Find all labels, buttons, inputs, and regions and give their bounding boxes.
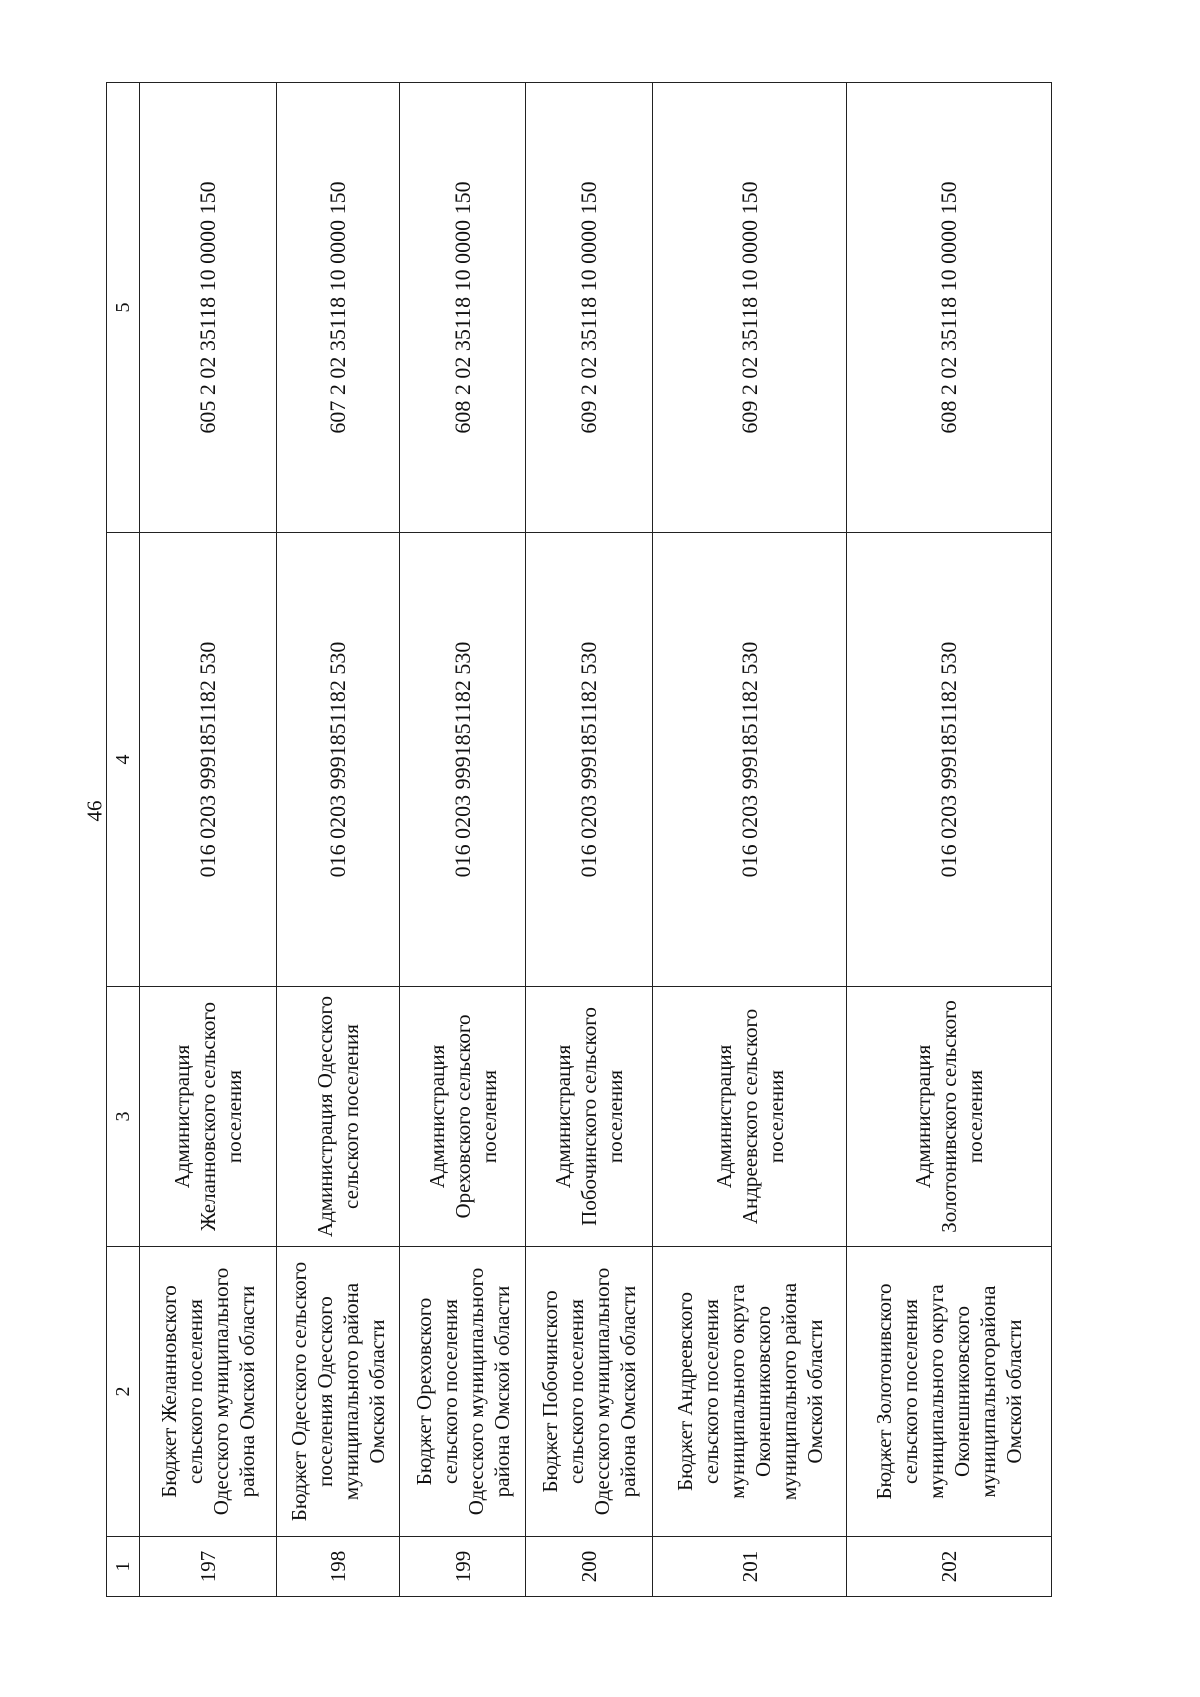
expense-code: 016 0203 9991851182 530 <box>140 533 277 987</box>
row-number: 199 <box>399 1537 526 1597</box>
rotated-table-container <box>106 83 1052 1597</box>
expense-code: 016 0203 9991851182 530 <box>653 533 847 987</box>
row-number: 201 <box>653 1537 847 1597</box>
budget-registry-table <box>106 82 1052 1597</box>
header-col-4: 4 <box>107 533 140 987</box>
page-number <box>82 796 106 826</box>
header-col-5: 5 <box>107 83 140 533</box>
income-code: 609 2 02 35118 10 0000 150 <box>653 83 847 533</box>
income-code: 607 2 02 35118 10 0000 150 <box>277 83 400 533</box>
row-number: 200 <box>526 1537 653 1597</box>
expense-code: 016 0203 9991851182 530 <box>526 533 653 987</box>
header-col-3: 3 <box>107 987 140 1247</box>
row-number: 198 <box>277 1537 400 1597</box>
budget-name: Бюджет Побочинского сельского поселения Одесского муниципального района Омской области <box>526 1247 653 1537</box>
header-col-1: 1 <box>107 1537 140 1597</box>
administrator-name: Администрация Одесского сельского поселения <box>277 987 400 1247</box>
administrator-name: Администрация Желанновского сельского поселения <box>140 987 277 1247</box>
table-row <box>653 83 847 1597</box>
income-code: 608 2 02 35118 10 0000 150 <box>847 83 1052 533</box>
table-header <box>107 83 140 1597</box>
table-row <box>277 83 400 1597</box>
table-row <box>847 83 1052 1597</box>
table-row <box>399 83 526 1597</box>
administrator-name: Администрация Золотонивского сельского поселения <box>847 987 1052 1247</box>
expense-code: 016 0203 9991851182 530 <box>277 533 400 987</box>
table-row <box>140 83 277 1597</box>
administrator-name: Администрация Побочинского сельского поселения <box>526 987 653 1247</box>
row-number: 202 <box>847 1537 1052 1597</box>
administrator-name: Администрация Андреевского сельского поселения <box>653 987 847 1247</box>
expense-code: 016 0203 9991851182 530 <box>399 533 526 987</box>
page-number-text: 46 <box>82 800 106 822</box>
header-row <box>107 83 140 1597</box>
row-number: 197 <box>140 1537 277 1597</box>
budget-name: Бюджет Золотонивского сельского поселения муниципального округа Оконешниковского муниципальногорайона Омской области <box>847 1247 1052 1537</box>
header-col-2: 2 <box>107 1247 140 1537</box>
administrator-name: Администрация Ореховского сельского поселения <box>399 987 526 1247</box>
budget-name: Бюджет Андреевского сельского поселения муниципального округа Оконешниковского муниципального района Омской области <box>653 1247 847 1537</box>
table-body <box>140 83 1052 1597</box>
budget-name: Бюджет Одесского сельского поселения Одесского муниципального района Омской области <box>277 1247 400 1537</box>
budget-name: Бюджет Ореховского сельского поселения Одесского муниципального района Омской области <box>399 1247 526 1537</box>
budget-name: Бюджет Желанновского сельского поселения Одесского муниципального района Омской области <box>140 1247 277 1537</box>
income-code: 609 2 02 35118 10 0000 150 <box>526 83 653 533</box>
expense-code: 016 0203 9991851182 530 <box>847 533 1052 987</box>
income-code: 608 2 02 35118 10 0000 150 <box>399 83 526 533</box>
income-code: 605 2 02 35118 10 0000 150 <box>140 83 277 533</box>
table-row <box>526 83 653 1597</box>
